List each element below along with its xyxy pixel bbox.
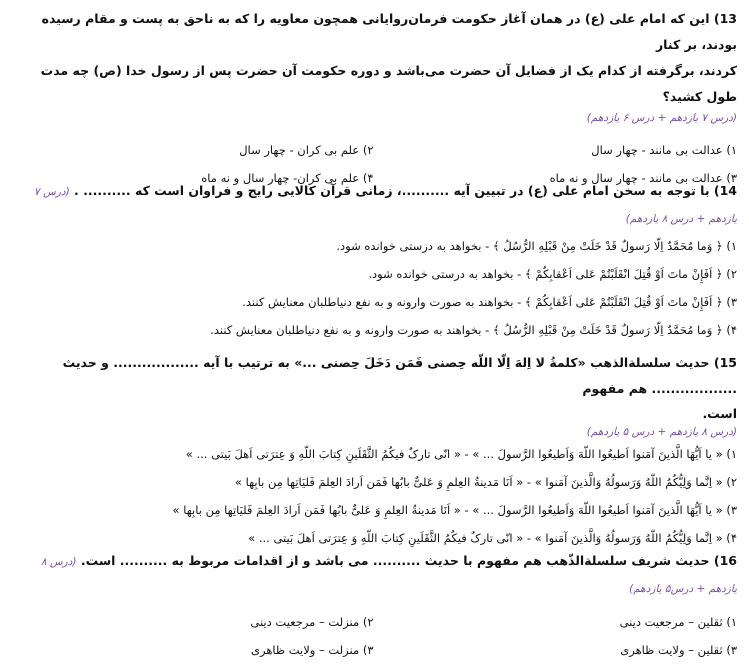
question-13-stem-line2: کردند، برگرفته از کدام یک از فضایل آن حضرت می‌باشد و دوره حکومت آن حضرت پس از رسول خدا (ص) چه مدت طول کشید؟: [40, 63, 737, 104]
question-15-option-1[interactable]: ۱) « یا اَیُّهَا الَّذینَ آمَنوا اَطیعُوا اللّهَ وَاَطیعُوا الرَّسولَ ... » - « انّی تارکٌ فیکُمُ الثَّقَلَینِ کِتابَ اللّهِ وَ عِترَتی اَهلَ بَیتی ... »: [185, 447, 737, 461]
question-15-stem-line2-row: [10, 402, 737, 426]
question-14-number: 14): [713, 183, 737, 198]
question-14-reference: (درس ۷ یازدهم + درس ۸ یازدهم): [34, 186, 737, 225]
question-16-stem: [10, 548, 737, 602]
question-13-stem-line1: این که امام علی (ع) در همان آغاز حکومت فرمان‌روایانی همچون معاویه را که به ناحق به پست و مقام رسیده بودند، بر کنار: [41, 11, 737, 52]
question-14: [10, 178, 737, 344]
question-13: [10, 6, 737, 192]
question-15-reference: (درس ۸ یازدهم + درس ۵ یازدهم): [586, 426, 737, 438]
question-15-option-3[interactable]: ۳) « یا اَیُّهَا الَّذینَ آمَنوا اَطیعُوا اللّهَ وَاَطیعُوا الرَّسولَ ... » - « اَنَا مَدینةُ العِلمِ وَ عَلیٌّ بابُها فَمَن اَرادَ العِلمَ فَلیَاتِها مِن بابِها »: [172, 503, 737, 517]
question-16-options-row1: [10, 608, 737, 636]
question-16-option-4[interactable]: ۳) منزلت – ولایت ظاهری: [251, 643, 374, 657]
question-14-stem-text: با توجه به سخن امام علی (ع) در تبیین آیه ..........، زمانی قرآن کالایی رایج و فراوان است که .......... .: [74, 183, 710, 198]
question-13-option-1[interactable]: ۱) عدالت بی مانند - چهار سال: [591, 143, 737, 157]
question-14-option-1[interactable]: ۱) ﴿ وَما مُحَمَّدٌ اِلّا رَسولٌ قَدْ خَلَتْ مِنْ قَبْلِهِ الرُّسُلُ ﴾ - بخواهد به درستی خوانده شود.: [336, 239, 737, 253]
question-16-option-1[interactable]: ۱) ثقلین – مرجعیت دینی: [619, 615, 737, 629]
question-16-options-row2: [10, 636, 737, 664]
question-16-stem-text: حدیث شریف سلسلةالذّهب هم مفهوم با حدیث .......... می باشد و از اقدامات مربوط به .......... است.: [80, 553, 710, 568]
question-13-number: 13): [713, 11, 737, 26]
question-15-stem-line2: است.: [702, 406, 737, 421]
question-15-option-2[interactable]: ۲) « اِنَّما وَلِیُّکُمُ اللّهُ وَرَسولُهُ وَالَّذینَ آمَنوا » - « اَنَا مَدینةُ العِلمِ وَ عَلیٌّ بابُها فَمَن اَرادَ العِلمَ فَلیَاتِها مِن بابِها »: [234, 475, 737, 489]
question-13-option-3[interactable]: ۳) عدالت بی مانند - چهار سال و نه ماه: [549, 171, 737, 185]
question-13-stem: [10, 6, 737, 58]
question-13-reference: (درس ۷ یازدهم + درس ۶ یازدهم): [586, 112, 737, 124]
question-16-reference: (درس ۸ یازدهم + درس۵ یازدهم): [40, 556, 737, 595]
question-16: [10, 548, 737, 664]
question-13-options-row1: [10, 136, 737, 164]
question-13-option-2[interactable]: ۲) علم بی کران - چهار سال: [239, 143, 374, 157]
question-16-option-3[interactable]: ۳) ثقلین – ولایت ظاهری: [620, 643, 737, 657]
question-14-option-2[interactable]: ۲) ﴿ اَفَإِنْ ماتَ اَوْ قُتِلَ انْقَلَبْتُمْ عَلی اَعْقابِکُمْ ﴾ - بخواهد به درستی خوانده شود.: [368, 267, 737, 281]
question-16-option-2[interactable]: ۲) منزلت – مرجعیت دینی: [250, 615, 374, 629]
question-13-option-4[interactable]: ۴) علم بی کران- چهار سال و نه ماه: [201, 171, 374, 185]
question-15: [10, 350, 737, 552]
question-15-number: 15): [713, 355, 737, 370]
question-15-stem-line1: حدیث سلسلة‌الذهب «کلمةُ لا اِلهَ اِلّا اللّه حِصنی فَمَن دَخَلَ حِصنی ...» به ترتیب با آیه .................. و حدیث .................. هم مفهوم: [62, 355, 737, 396]
question-16-number: 16): [713, 553, 737, 568]
question-14-stem: [10, 178, 737, 232]
question-15-stem: [10, 350, 737, 402]
question-14-option-4[interactable]: ۴) ﴿ وَما مُحَمَّدٌ اِلّا رَسولٌ قَدْ خَلَتْ مِنْ قَبْلِهِ الرُّسُلُ ﴾ - بخواهند به صورت وارونه و به نفع دنیاطلبان معنایش کنند.: [210, 323, 737, 337]
question-15-option-4[interactable]: ۴) « اِنَّما وَلِیُّکُمُ اللّهُ وَرَسولُهُ وَالَّذینَ آمَنوا » - « انّی تارکٌ فیکُمُ الثَّقَلَینِ کِتابَ اللّهِ وَ عِترَتی اَهلَ بَیتی ... »: [248, 531, 737, 545]
question-14-option-3[interactable]: ۳) ﴿ اَفَإِنْ ماتَ اَوْ قُتِلَ انْقَلَبْتُمْ عَلی اَعْقابِکُمْ ﴾ - بخواهند به صورت وارونه و به نفع دنیاطلبان معنایش کنند.: [242, 295, 737, 309]
